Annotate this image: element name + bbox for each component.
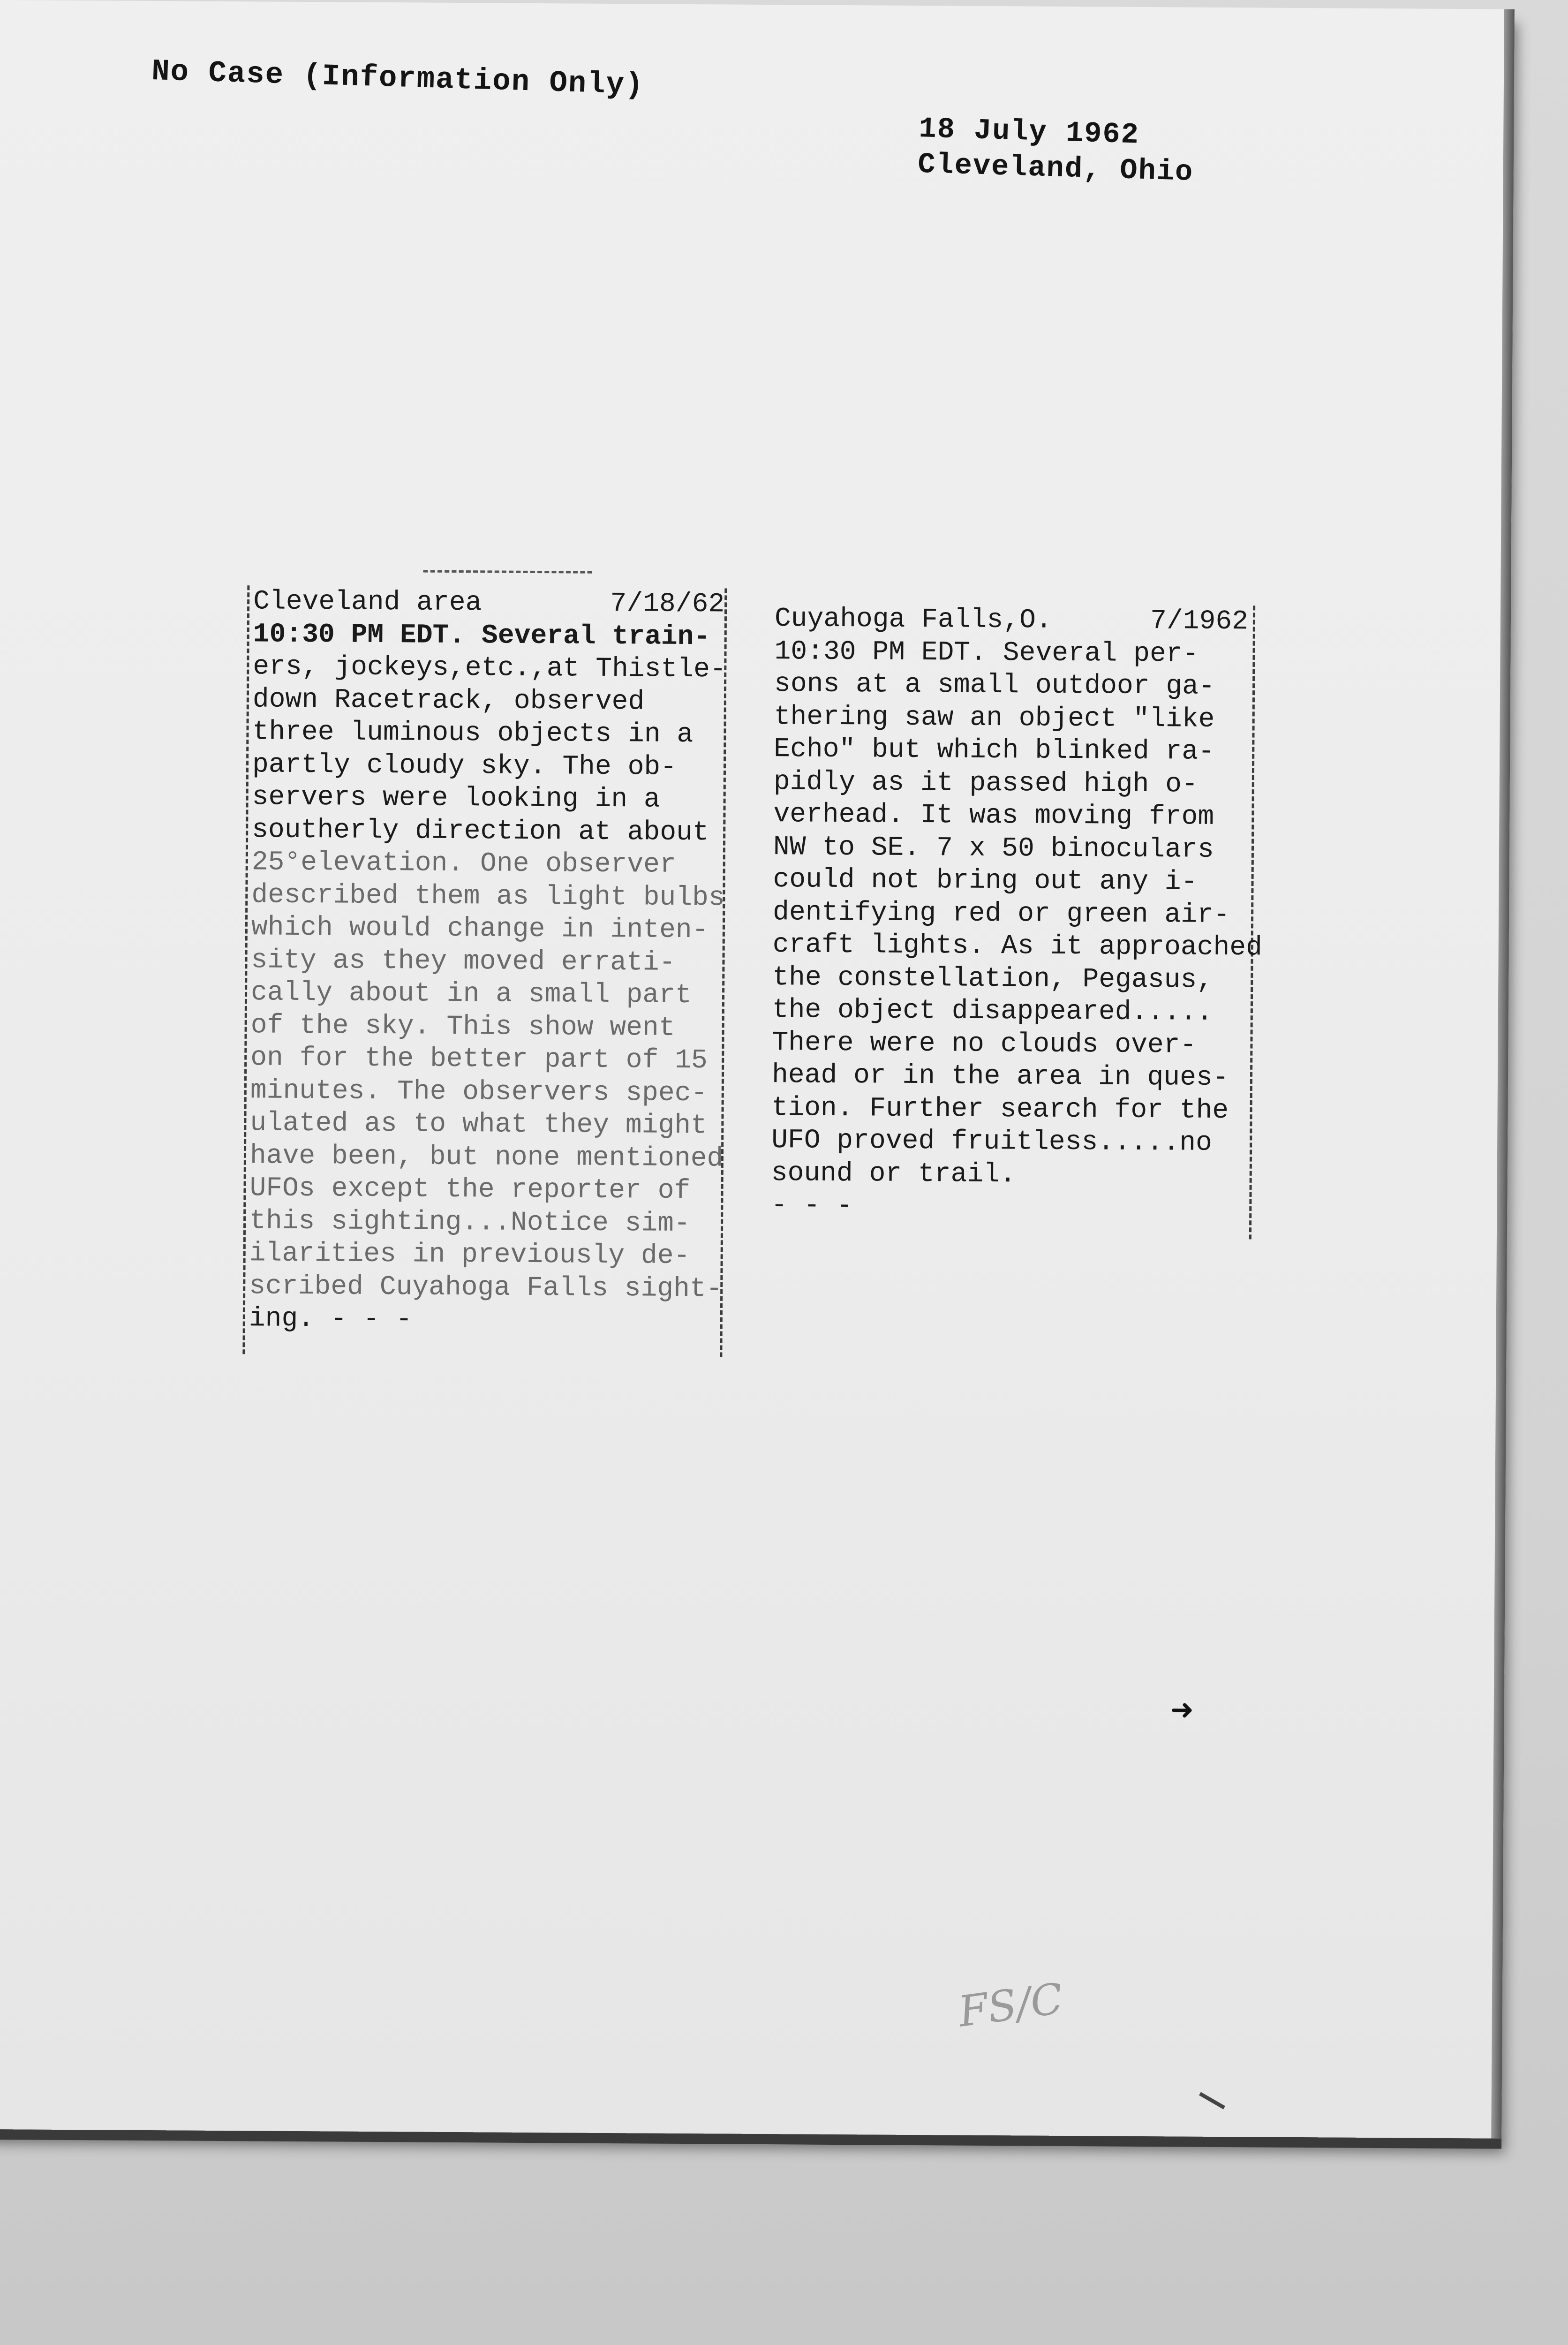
clipping-line: have been, but none mentioned (249, 1140, 724, 1174)
clipping-line: cally about in a small part (250, 977, 692, 1011)
newspaper-clipping-cuyahoga-falls (771, 603, 1263, 1239)
clipping-line: minutes. The observers spec- (250, 1075, 708, 1109)
clipping-line: southerly direction at about (252, 814, 709, 848)
newspaper-clipping-cleveland (242, 585, 727, 1357)
clipping-line: three luminous objects in a (252, 717, 694, 750)
clipping-line: down Racetrack, observed (252, 684, 645, 717)
clipping-line: dentifying red or green air- (772, 897, 1230, 930)
clipping-line: sity as they moved errati- (251, 945, 676, 978)
clipping-cut-line (423, 570, 592, 574)
date-location-block (917, 111, 1195, 190)
clipping-line: described them as light bulbs (251, 879, 725, 913)
clipping-line: 10:30 PM EDT. Several per- (774, 636, 1199, 670)
clipping-line: could not bring out any i- (773, 864, 1198, 898)
clipping-line: 10:30 PM EDT. Several train- (253, 619, 710, 652)
clipping-line: ers, jockeys,etc.,at Thistle- (253, 651, 726, 685)
clipping-line: thering saw an object "like (774, 701, 1215, 735)
clipping-line: UFOs except the reporter of (249, 1173, 691, 1207)
clipping-line: servers were looking in a (252, 782, 660, 815)
clipping-line: verhead. It was moving from (773, 799, 1214, 832)
clipping-line: There were no clouds over- (772, 1027, 1197, 1061)
clipping-line: NW to SE. 7 x 50 binoculars (773, 832, 1214, 865)
clipping-line: ing. - - - (249, 1303, 413, 1335)
clipping-line: pidly as it passed high o- (773, 766, 1198, 800)
clipping-date: 7/18/62 (610, 588, 725, 620)
clipping-line: 25°elevation. One observer (251, 847, 676, 880)
clipping-line: UFO proved fruitless.....no (771, 1125, 1213, 1158)
clipping-line: scribed Cuyahoga Falls sight- (249, 1271, 723, 1304)
clipping-line: craft lights. As it approached (772, 930, 1263, 963)
clipping-line: ilarities in previously de- (249, 1238, 690, 1272)
case-status: No Case (Information Only) (151, 54, 645, 103)
clipping-line: the constellation, Pegasus, (772, 962, 1214, 996)
clipping-line: tion. Further search for the (771, 1092, 1229, 1126)
clipping-line: sons at a small outdoor ga- (774, 669, 1215, 702)
clipping-line: which would change in inten- (251, 912, 709, 946)
clipping-line: sound or trail. (771, 1157, 1017, 1190)
report-date: 18 July 1962 (918, 112, 1140, 152)
clipping-line: Echo" but which blinked ra- (774, 734, 1215, 767)
clipping-line: the object disappeared..... (772, 995, 1213, 1028)
clipping-place: Cuyahoga Falls,O. (774, 604, 1052, 636)
clipping-line: - - - (771, 1190, 853, 1222)
report-location: Cleveland, Ohio (917, 147, 1194, 189)
pencil-annotation: FS/C (955, 1974, 1066, 2037)
clipping-line: ulated as to what they might (250, 1108, 708, 1142)
clipping-line: head or in the area in ques- (771, 1060, 1229, 1094)
clipping-line: this sighting...Notice sim- (249, 1205, 691, 1239)
clipping-line: on for the better part of 15 (250, 1043, 708, 1076)
clipping-date: 7/1962 (1150, 606, 1249, 637)
clipping-line: of the sky. This show went (250, 1010, 675, 1044)
arrow-icon: ➜ (1170, 1693, 1194, 1726)
clipping-line: partly cloudy sky. The ob- (252, 749, 677, 783)
clipping-place: Cleveland area (253, 586, 482, 619)
